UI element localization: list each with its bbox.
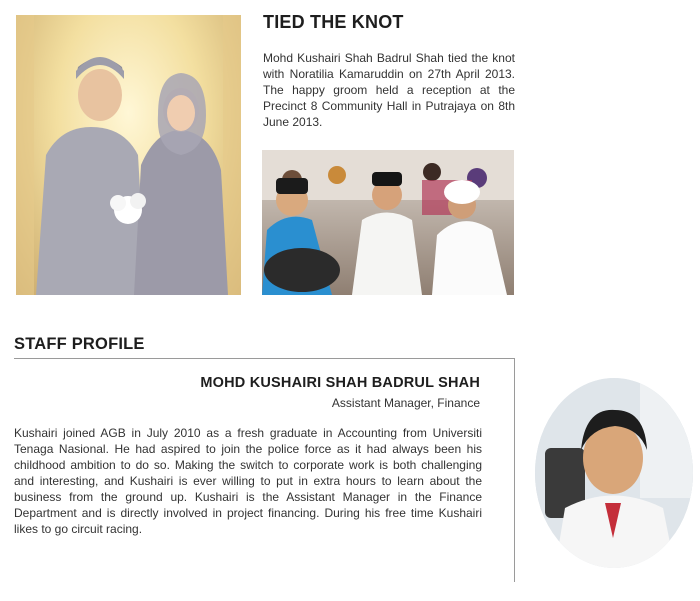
- staff-role: Assistant Manager, Finance: [331, 396, 480, 410]
- staff-profile-heading: STAFF PROFILE: [14, 335, 145, 353]
- wedding-ceremony-photo: [262, 150, 514, 295]
- staff-profile-description: Kushairi joined AGB in July 2010 as a fresh graduate in Accounting from Universiti Tenaga Nasional. He had aspired to join the police force as it had always been his childhood ambition to do so. Making the switch to corporate work is both challenging and interesting, and Kushairi is ever willing to put in extra hours to learn about the business from the ground up. Kushairi is the Assistant Manager in the Finance Department and is directly involved in project financing. During his free time Kushairi likes to go circuit racing.: [14, 426, 482, 536]
- tied-the-knot-heading: TIED THE KNOT: [263, 12, 404, 32]
- wedding-couple-photo: [16, 15, 241, 295]
- staff-profile-divider-horizontal: [14, 358, 515, 359]
- wedding-description: Mohd Kushairi Shah Badrul Shah tied the knot with Noratilia Kamaruddin on 27th April 2013. The happy groom held a reception at the Precinct 8 Community Hall in Putrajaya on 8th June 2013.: [263, 51, 515, 129]
- staff-portrait-photo: [535, 378, 693, 568]
- staff-profile-divider-vertical: [514, 358, 515, 582]
- staff-name: MOHD KUSHAIRI SHAH BADRUL SHAH: [200, 375, 480, 391]
